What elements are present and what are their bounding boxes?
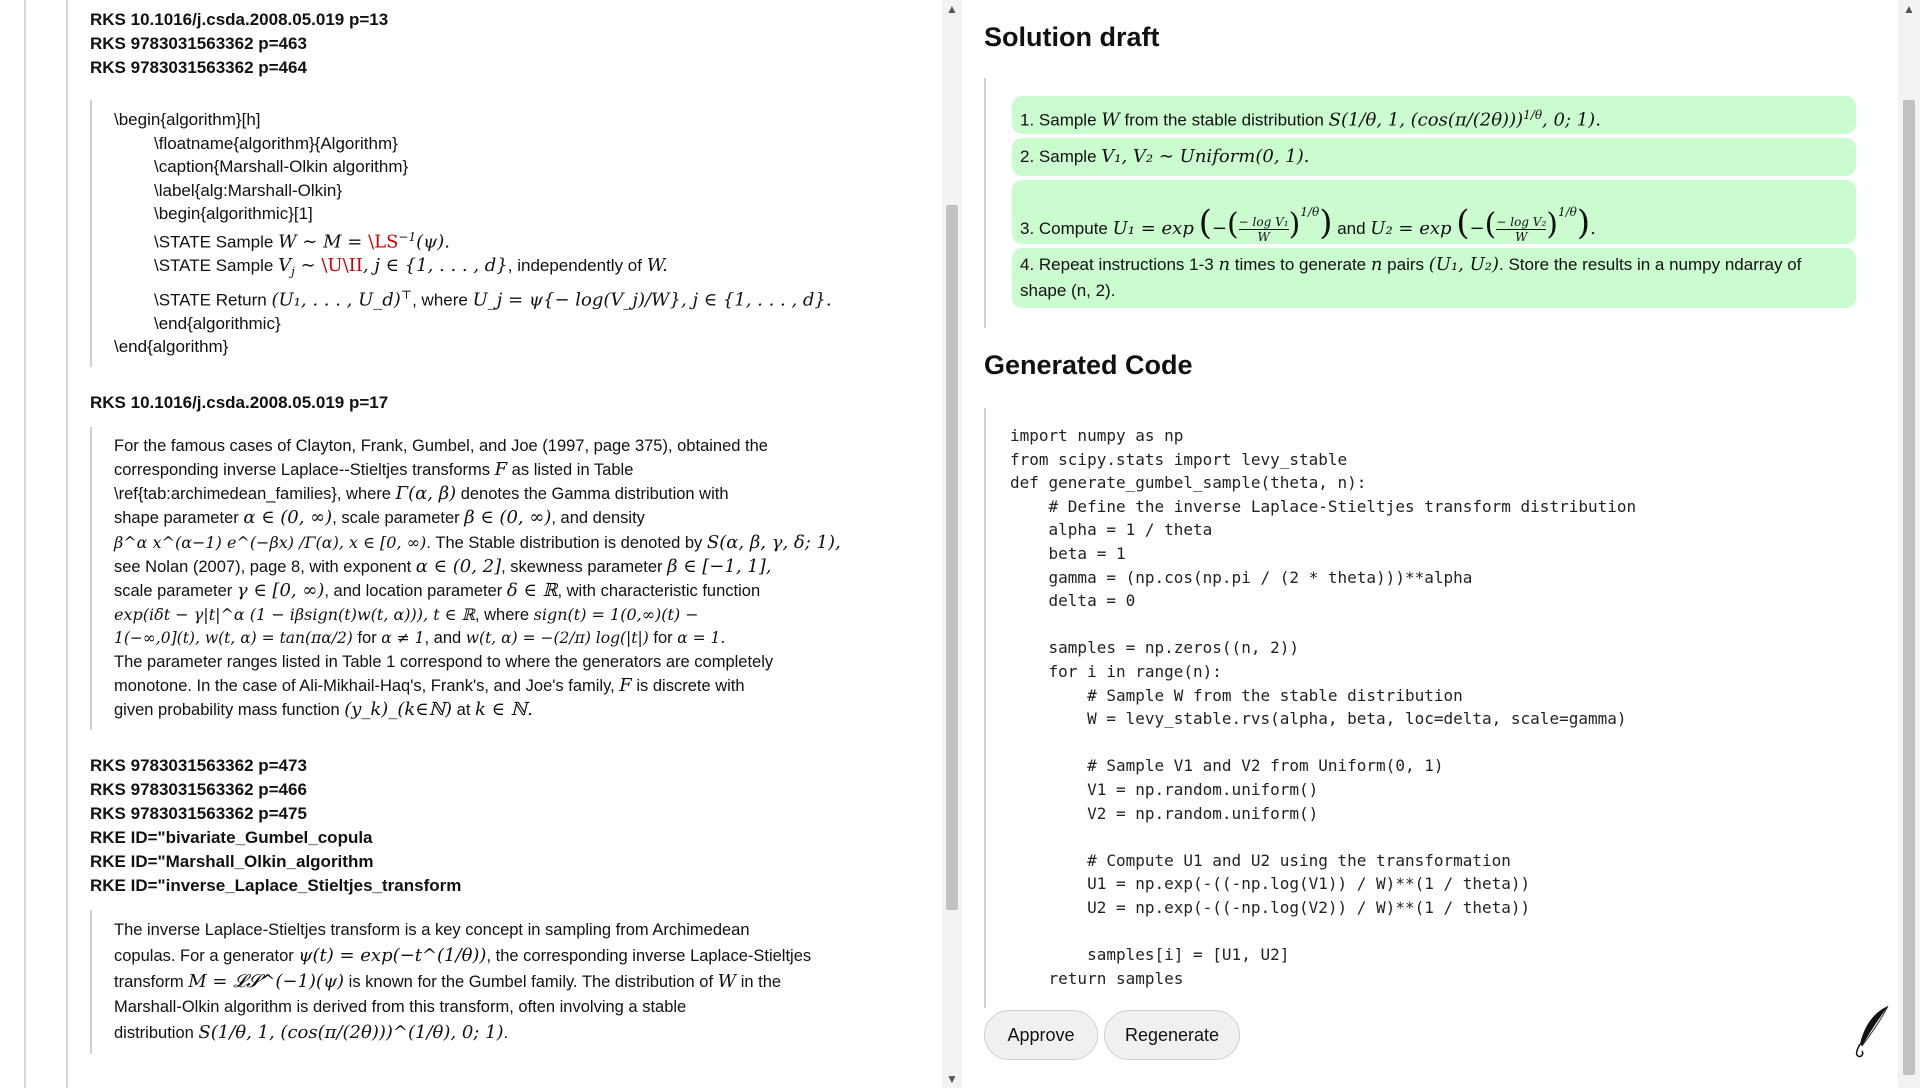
text: pairs (1382, 255, 1429, 274)
math: (U₁, U₂) (1428, 254, 1500, 275)
math: U_j = ψ{− log(V_j)/W}, j ∈ {1, . . . , d}. (472, 289, 832, 311)
text: copulas. For a generator (114, 947, 299, 966)
math: ψ(t) = exp(−t^(1/θ)) (298, 945, 487, 967)
generated-code: import numpy as np from scipy.stats import levy_stable def generate_gumbel_sample(theta, n): # Define the inverse Laplace-Stieltjes transform distribution alpha = 1 / theta beta = 1 gamma = (np.cos(np.pi / (2 * theta)))**alpha delta = 0 samples = np.zeros((n, 2)) for i in range(n): # Sample W from the stable distribution W = levy_stable.rvs(alpha, beta, loc=delta, scale=gamma) # Sample V1 and V2 from Uniform(0, 1) V1 = np.random.uniform() V2 = np.random.uniform() # Compute U1 and U2 using the transformation U1 = np.exp(-((-np.log(V1)) / W)**(1 / theta)) U2 = np.exp(-((-np.log(V2)) / W)**(1 / theta)) samples[i] = [U1, U2] return samples (1010, 426, 1637, 988)
math: ∼ (294, 254, 322, 276)
text: , and location parameter (324, 581, 507, 600)
text: from the stable distribution (1119, 110, 1329, 130)
math-red: \U\II (321, 254, 363, 276)
fraction-denominator: W (1257, 230, 1270, 245)
para-line (114, 555, 856, 579)
math: Uniform(0, 1). (1179, 146, 1310, 167)
fraction-numerator: − log V₁ (1238, 215, 1289, 230)
math: Γ(α, β) (395, 483, 457, 505)
text: see Nolan (2007), page 8, with exponent (114, 557, 416, 576)
text: corresponding inverse Laplace--Stieltjes transforms (114, 460, 495, 479)
algo-line (154, 284, 856, 312)
math: α ≠ 1 (381, 629, 425, 648)
text: denotes the Gamma distribution with (456, 485, 729, 504)
math: , 0; 1). (1542, 109, 1601, 131)
math: F (619, 674, 632, 696)
text: at (452, 700, 475, 719)
ref-line: RKE ID="Marshall_Olkin_algorithm (90, 852, 374, 872)
text: for (352, 629, 382, 648)
para-line (114, 531, 856, 555)
fraction-numerator: − log V₂ (1496, 215, 1547, 230)
math: W (1101, 109, 1120, 131)
text: shape parameter (114, 509, 244, 528)
left-scrollbar-thumb[interactable] (946, 205, 958, 910)
math: (ψ). (416, 231, 451, 253)
text: , independently of (507, 255, 647, 275)
step-3: 3. Compute U₁ = exp (−( $\frac{\text{− log V₁}}{W}$ )$^{1/\theta}$) and U₂ = exp (−( $\frac{\text{− log V₂}}{W}$ )$^{1/\theta}$). (1012, 180, 1856, 244)
text: distribution (114, 1024, 199, 1043)
math: V (278, 254, 292, 276)
para-line: The inverse Laplace-Stieltjes transform is a key concept in sampling from Archimedean (114, 921, 750, 940)
text: \STATE Sample (154, 232, 279, 252)
math-sup: −1 (398, 229, 417, 244)
para-line (114, 674, 856, 698)
text: \ref{tab:archimedean_families}, where (114, 485, 396, 504)
text: \STATE Return (154, 290, 272, 310)
step-4 (1012, 248, 1856, 308)
ref-line: RKS 9783031563362 p=473 (90, 756, 307, 776)
ref-line: RKS 9783031563362 p=464 (90, 58, 307, 77)
math-sub: j (291, 264, 295, 279)
para-line (114, 579, 856, 603)
math: α ∈ (0, ∞) (243, 507, 333, 529)
text: \STATE Sample (154, 255, 279, 275)
text: in the (736, 973, 782, 992)
math: W. (646, 254, 668, 276)
text: 2. Sample (1020, 147, 1102, 166)
math: U₁ = exp (1112, 218, 1194, 239)
text: and (1337, 219, 1371, 238)
paragraph-block (90, 427, 856, 730)
math-sup: 1/θ (1523, 108, 1543, 122)
output-panel (962, 0, 1898, 1088)
text: 1. Sample (1020, 110, 1102, 130)
scroll-up-icon[interactable]: ▲ (946, 2, 958, 16)
math: β ∈ [−1, 1], (667, 555, 772, 577)
para-line (114, 1020, 856, 1046)
text: . The Stable distribution is denoted by (426, 533, 707, 552)
text: 3. Compute (1020, 219, 1113, 238)
math-sup: ⊤ (400, 287, 413, 302)
ref-line: RKS 10.1016/j.csda.2008.05.019 p=17 (90, 392, 389, 412)
scroll-down-icon[interactable]: ▼ (946, 1072, 958, 1086)
text: shape (n, 2). (1020, 281, 1116, 300)
math: α ∈ (0, 2] (415, 555, 502, 577)
math: (y_k)_(k∈ℕ) (344, 698, 453, 720)
para-line (114, 458, 856, 482)
ref-line: RKS 10.1016/j.csda.2008.05.019 p=13 (90, 10, 389, 29)
text: as listed in Table (507, 460, 634, 479)
para-line (114, 627, 856, 650)
text: , skewness parameter (501, 557, 668, 576)
text: , where (412, 290, 473, 310)
math: exp(iδt − γ|t|^α (1 − iβsign(t)w(t, α))), t ∈ ℝ (114, 605, 475, 625)
math: α = 1. (677, 629, 726, 648)
algo-line (154, 226, 856, 254)
ref-line: RKS 9783031563362 p=475 (90, 804, 307, 824)
math: γ ∈ [0, ∞) (236, 579, 325, 601)
fraction-denominator: W (1515, 230, 1528, 245)
approve-button[interactable]: Approve (984, 1010, 1098, 1060)
right-scrollbar[interactable] (1898, 0, 1920, 1088)
math: M = 𝓛𝓢^(−1)(ψ) (188, 971, 345, 993)
algo-line: \begin{algorithm}[h] (114, 110, 261, 129)
code-block (984, 408, 1876, 1008)
para-line: Marshall-Olkin algorithm is derived from this transform, often involving a stable (114, 998, 687, 1017)
algo-line (154, 254, 856, 284)
math: U₂ = exp (1370, 218, 1452, 239)
para-line (114, 482, 856, 506)
math: (U₁, . . . , U_d) (271, 289, 401, 311)
text: 4. Repeat instructions 1-3 (1020, 255, 1219, 274)
text: , the corresponding inverse Laplace-Stieltjes (486, 947, 812, 966)
algo-line: \caption{Marshall-Olkin algorithm} (154, 157, 409, 176)
math: S(1/θ, 1, (cos(π/(2θ)))^(1/θ), 0; 1) (198, 1022, 504, 1044)
paragraph-block (90, 910, 856, 1054)
math: w(t, α) = −(2/π) log(|t|) (465, 629, 649, 648)
math-sup: 1/θ (1300, 205, 1320, 219)
ref-line: RKS 9783031563362 p=463 (90, 34, 307, 53)
text: , and (424, 629, 466, 648)
step-2 (1012, 138, 1856, 176)
math: 1(−∞,0](t), w(t, α) = tan(πα/2) (114, 629, 353, 648)
regenerate-button[interactable]: Regenerate (1104, 1010, 1240, 1060)
text: is discrete with (631, 676, 745, 695)
para-line: For the famous cases of Clayton, Frank, Gumbel, and Joe (1997, page 375), obtained the (114, 436, 768, 455)
math: W ∼ M = (278, 231, 369, 253)
para-line: The parameter ranges listed in Table 1 correspond to where the generators are completely (114, 652, 774, 671)
math: β^α x^(α−1) e^(−βx) /Γ(α), x ∈ [0, ∞) (114, 532, 427, 552)
text: for (648, 629, 678, 648)
math: δ ∈ ℝ (506, 579, 558, 601)
text: , with characteristic function (557, 581, 761, 600)
math: n (1370, 254, 1383, 275)
math: sign(t) = 1(0,∞)(t) − (533, 605, 699, 625)
algo-line: \end{algorithmic} (154, 313, 281, 333)
text: times to generate (1230, 255, 1371, 274)
algo-line: \end{algorithm} (114, 337, 229, 357)
text: given probability mass function (114, 700, 345, 719)
math: n (1218, 254, 1231, 275)
para-line (114, 969, 856, 995)
left-scrollbar[interactable] (942, 0, 962, 1088)
text: , where (474, 606, 534, 625)
math-sup: 1/θ (1557, 205, 1577, 219)
algo-line: \floatname{algorithm}{Algorithm} (154, 133, 398, 153)
scroll-up-icon[interactable]: ▲ (1903, 2, 1915, 16)
math: V₁, V₂ ∼ (1101, 146, 1180, 167)
algo-line: \label{alg:Marshall-Olkin} (154, 180, 343, 200)
para-line (114, 603, 856, 627)
text: monotone. In the case of Ali-Mikhail-Haq's, Frank's, and Joe's family, (114, 676, 620, 695)
math: S(α, β, γ, δ; 1), (706, 531, 841, 553)
ref-line: RKE ID="bivariate_Gumbel_copula (90, 828, 373, 848)
ref-line: RKE ID="inverse_Laplace_Stieltjes_transform (90, 876, 462, 896)
code-title: Generated Code (984, 350, 1193, 380)
feather-pen-icon[interactable] (1852, 1004, 1892, 1060)
math: β ∈ (0, ∞) (464, 507, 552, 529)
text: , and density (551, 509, 645, 528)
math: F (494, 458, 508, 480)
text: . Store the results in a numpy ndarray of (1499, 255, 1802, 274)
text: , scale parameter (332, 509, 465, 528)
text: is known for the Gumbel family. The distribution of (344, 973, 718, 992)
text: transform (114, 973, 189, 992)
solution-title: Solution draft (984, 22, 1160, 52)
solution-steps (984, 78, 1876, 328)
math: , j ∈ {1, . . . , d} (362, 254, 508, 276)
math: k ∈ ℕ. (475, 698, 533, 720)
step-1 (1012, 96, 1856, 134)
math: W (717, 971, 737, 993)
context-panel (0, 0, 942, 1088)
text: . (503, 1024, 509, 1043)
para-line (114, 506, 856, 530)
algo-line: \begin{algorithmic}[1] (154, 204, 313, 223)
para-line (114, 943, 856, 969)
algorithm-block (90, 100, 856, 367)
math-red: \LS (368, 231, 399, 253)
para-line (114, 698, 856, 722)
right-scrollbar-thumb[interactable] (1903, 100, 1915, 1075)
math: S(1/θ, 1, (cos(π/(2θ))) (1328, 109, 1524, 131)
text: scale parameter (114, 581, 237, 600)
ref-line: RKS 9783031563362 p=466 (90, 780, 307, 800)
